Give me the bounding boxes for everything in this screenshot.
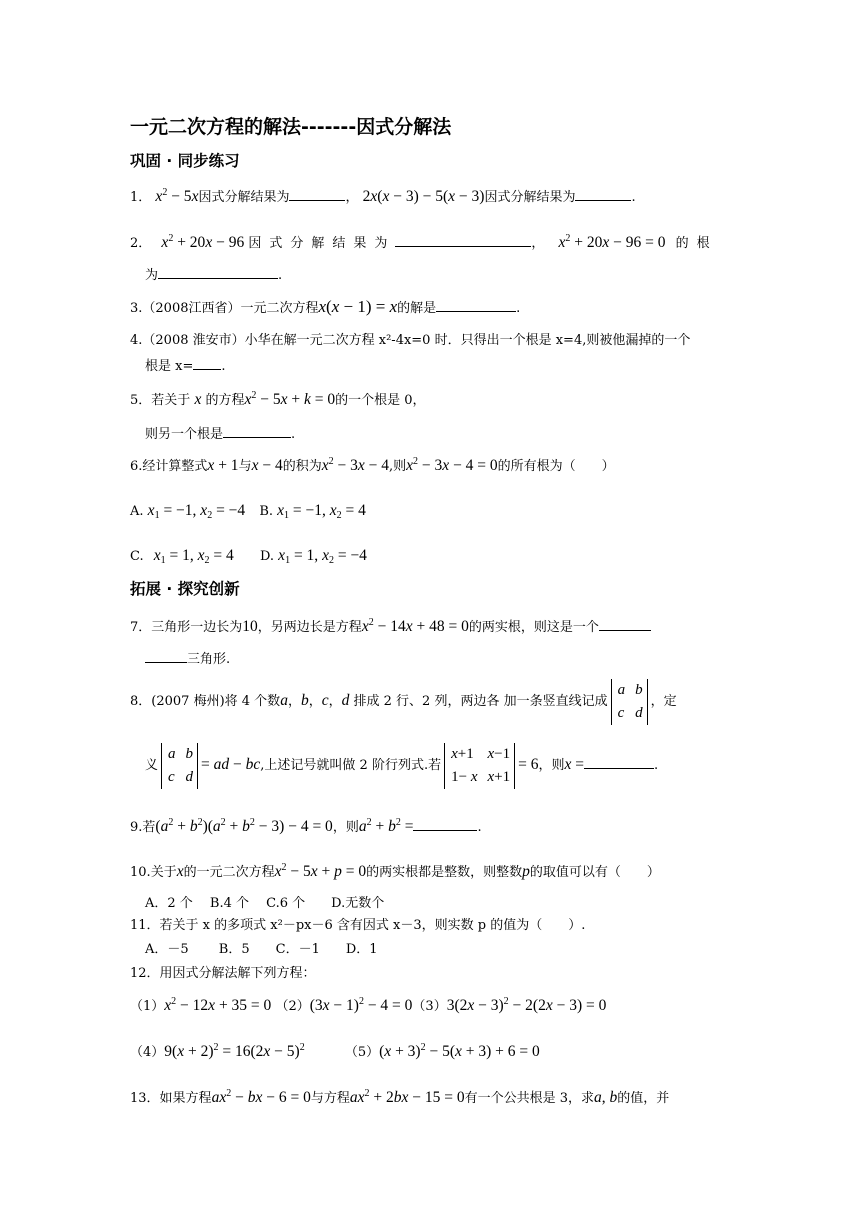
q5-var: x — [194, 391, 202, 408]
q8-text-b: 排成 2 行、2 列，两边各 加一条竖直线记成 — [353, 694, 608, 709]
q7-number: 7． — [130, 620, 152, 635]
q1-sep: ， — [345, 190, 359, 205]
q8-determinant-notation: a b c d — [611, 679, 648, 725]
q6-option-d-label: D. — [259, 549, 275, 564]
q7-text-c: 的两实根，则这是一个 — [468, 620, 599, 635]
q1-end: . — [631, 190, 636, 205]
q5-text-b: 的方程 — [205, 393, 245, 408]
q1-expr-a: $x^2 - 5x$ — [155, 187, 199, 205]
question-4-line2 — [145, 355, 226, 377]
q2-text-c: 为 — [145, 268, 159, 283]
question-8-line2 — [145, 742, 658, 789]
q5-blank[interactable] — [223, 423, 291, 438]
q1-number: 1． — [130, 190, 152, 205]
q9-text-b: ，则 — [332, 820, 359, 835]
q8-blank[interactable] — [584, 754, 654, 769]
q6-text-e: 的所有根为（ ） — [497, 459, 615, 474]
q8-text-c: ，定 — [650, 694, 677, 709]
q6-option-a-label: A. — [130, 504, 144, 519]
q12-equations-row2 — [130, 1042, 540, 1063]
q8-number: 8． — [130, 694, 152, 709]
q1-text-b: 因式分解结果为 — [484, 190, 576, 205]
q12-label-1: （1） — [130, 999, 165, 1014]
question-7 — [130, 616, 651, 638]
q7-text-a: 三角形一边长为 — [151, 620, 243, 635]
q13-vars: a, b — [594, 1089, 618, 1106]
q10-text-d: 的取值可以有（ ） — [529, 865, 660, 880]
q12-label-4: （4） — [130, 1045, 165, 1060]
q6-equation: $x^2 - 3x - 4 = 0$ — [406, 456, 498, 474]
q6-option-b-label: B. — [259, 504, 273, 519]
q8-text-a: (2007 梅州)将 4 个数 — [151, 694, 281, 709]
q2-expr-a: $x^2 + 20x - 96$ — [161, 233, 245, 251]
q9-end: . — [477, 820, 482, 835]
q13-text-a: 如果方程 — [159, 1091, 212, 1106]
q1-blank-a[interactable] — [289, 186, 345, 201]
q3-number: 3. — [130, 301, 143, 316]
q9-equation: $(a^2 + b^2)(a^2 + b^2 - 3) - 4 = 0$ — [155, 817, 333, 835]
q1-blank-b[interactable] — [575, 186, 631, 201]
q13-number: 13． — [130, 1091, 160, 1106]
q11-options: A．－5 B．5 C．－1 D．1 — [145, 942, 378, 957]
q1-text-a: 因式分解结果为 — [198, 190, 290, 205]
q4-blank[interactable] — [193, 355, 221, 370]
q3-blank[interactable] — [436, 297, 516, 312]
q10-options: A．2 个 B.4 个 C.6 个 D.无数个 — [145, 896, 385, 911]
q10-text-b: 的一元二次方程 — [183, 865, 275, 880]
q5-number: 5． — [130, 393, 152, 408]
q6-text-b: 与 — [238, 459, 252, 474]
q2-text-b: 的根 — [675, 236, 718, 251]
q9-text-a: 若 — [142, 820, 156, 835]
q6-option-d: $x_1 = 1$, $x_2 = -4$ — [278, 547, 367, 566]
q2-sep: ， — [531, 236, 545, 251]
q12-equation-1: $x^2 - 12x + 35 = 0$ — [164, 996, 272, 1014]
q10-number: 10. — [130, 865, 151, 880]
q3-text: 的解是 — [397, 301, 437, 316]
question-12: 12．用因式分解法解下列方程： — [130, 966, 316, 981]
q12-equation-4: $9(x + 2)^2 = 16(2x - 5)^2$ — [164, 1042, 305, 1060]
q6-text-c: 的积为 — [282, 459, 322, 474]
q6-number: 6. — [130, 459, 143, 474]
q5-text-a: 若关于 — [151, 393, 191, 408]
q8-text-e: ,上述记号就叫做 2 阶行列式.若 — [260, 758, 442, 773]
question-5-line2 — [145, 423, 295, 445]
q6-option-a: $x_1 = -1$, $x_2 = -4$ — [147, 502, 246, 521]
q6-expr-b: x − 4 — [251, 457, 283, 474]
q3-equation: x(x − 1) = x — [318, 297, 398, 316]
question-3 — [130, 297, 520, 319]
q9-blank[interactable] — [413, 816, 477, 831]
question-10 — [130, 862, 660, 883]
question-9 — [130, 816, 482, 838]
q6-option-c: $x_1 = 1$, $x_2 = 4$ — [153, 547, 234, 566]
question-5 — [130, 390, 426, 411]
q10-var-x: x — [176, 863, 184, 880]
question-2 — [130, 232, 718, 254]
q10-text-a: 关于 — [150, 865, 177, 880]
q7-text-d: 三角形. — [187, 652, 231, 667]
q12-equations-row1 — [130, 996, 606, 1017]
q12-label-3: （3） — [412, 999, 447, 1014]
q12-equation-3: $3(2x - 3)^2 - 2(2x - 3) = 0$ — [446, 996, 607, 1014]
q3-source: （2008江西省）一元二次方程 — [142, 301, 319, 316]
q2-text-a: 因式分解结果为 — [248, 236, 396, 251]
q9-expr: $a^2 + b^2$ = — [358, 817, 414, 835]
q2-number: 2． — [130, 236, 152, 251]
q8-equals-6: = 6 — [518, 756, 539, 773]
q7-value: 10 — [242, 618, 258, 635]
question-4-line1: 4.（2008 淮安市）小华在解一元二次方程 x²-4x=0 时．只得出一个根是 x=4,则被他漏掉的一个 — [130, 333, 691, 348]
question-7-line2 — [145, 648, 230, 670]
section-heading-extension: 拓展 · 探究创新 — [130, 580, 240, 598]
q12-equation-2: $(3x - 1)^2 - 4 = 0$ — [309, 996, 413, 1014]
q6-options-row2 — [130, 546, 367, 567]
q6-expr-c: $x^2 - 3x - 4$ — [321, 456, 390, 474]
q7-equation: $x^2 - 14x + 48 = 0$ — [361, 617, 469, 635]
q12-label-2: （2） — [275, 999, 310, 1014]
q6-text-d: ,则 — [389, 459, 407, 474]
q12-label-5: （5） — [344, 1045, 380, 1060]
q10-var-p: p — [522, 863, 530, 880]
q6-options-row1 — [130, 501, 366, 522]
question-2-line2 — [145, 264, 282, 286]
q2-blank-b[interactable] — [158, 264, 278, 279]
q10-text-c: 的两实根都是整数，则整数 — [366, 865, 523, 880]
q8-determinant-definition: a b c d — [161, 743, 198, 789]
q7-blank-b[interactable] — [145, 648, 187, 663]
q12-equation-5: $(x + 3)^2 - 5(x + 3) + 6 = 0$ — [379, 1042, 540, 1060]
q7-text-b: ，另两边长是方程 — [257, 620, 362, 635]
q8-ad-bc: = ad − bc — [201, 756, 261, 773]
q8-x-equals: x = — [564, 756, 585, 773]
question-1 — [130, 186, 636, 208]
page-title: 一元二次方程的解法-------因式分解法 — [130, 116, 452, 138]
q5-text-d: 则另一个根是 — [145, 427, 224, 442]
q13-equation-a: $ax^2$ − bx − 6 = 0 — [211, 1088, 311, 1106]
q8-determinant-equation: x+1 x−1 1− x x+1 — [444, 743, 515, 789]
q5-text-c: 的一个根是 0， — [335, 393, 426, 408]
q1-expr-b: 2x(x − 3) − 5(x − 3) — [362, 188, 485, 205]
q13-equation-b: $ax^2 + 2bx - 15 = 0$ — [349, 1088, 465, 1106]
q4-end: . — [221, 359, 226, 374]
section-heading-practice: 巩固 · 同步练习 — [130, 152, 240, 170]
q8-text-f: ，则 — [538, 758, 565, 773]
q8-end: . — [654, 758, 659, 773]
q7-blank-a[interactable] — [599, 616, 651, 631]
q3-end: . — [516, 301, 521, 316]
q13-text-c: 有一个公共根是 3，求 — [464, 1091, 595, 1106]
q6-option-b: $x_1 = -1$, $x_2 = 4$ — [277, 502, 366, 521]
question-6 — [130, 456, 615, 477]
q10-equation: $x^2 - 5x + p = 0$ — [274, 862, 367, 880]
q13-text-b: 与方程 — [310, 1091, 350, 1106]
q5-end: . — [291, 427, 296, 442]
q13-text-d: 的值，并 — [617, 1091, 670, 1106]
q8-vars: a — [280, 692, 288, 709]
q6-option-c-label: C. — [130, 549, 144, 564]
question-11: 11．若关于 x 的多项式 x²－px－6 含有因式 x－3，则实数 p 的值为（ ）. — [130, 918, 586, 933]
question-8: 8．(2007 梅州)将 4 个数a，b，c，d 排成 2 行、2 列，两边各 加一条竖直线记成 a b c d ，定 — [130, 678, 677, 725]
q2-blank-a[interactable] — [395, 232, 531, 247]
q8-text-d: 义 — [145, 758, 159, 773]
q9-number: 9. — [130, 820, 143, 835]
q2-end: . — [278, 268, 283, 283]
q5-equation: $x^2 - 5x + k = 0$ — [244, 390, 336, 408]
q6-text-a: 经计算整式 — [142, 459, 208, 474]
q6-expr-a: x + 1 — [207, 457, 239, 474]
q2-equation: $x^2 + 20x - 96 = 0$ — [558, 233, 666, 251]
q4-text: 根是 x= — [145, 359, 194, 374]
question-13 — [130, 1088, 669, 1109]
